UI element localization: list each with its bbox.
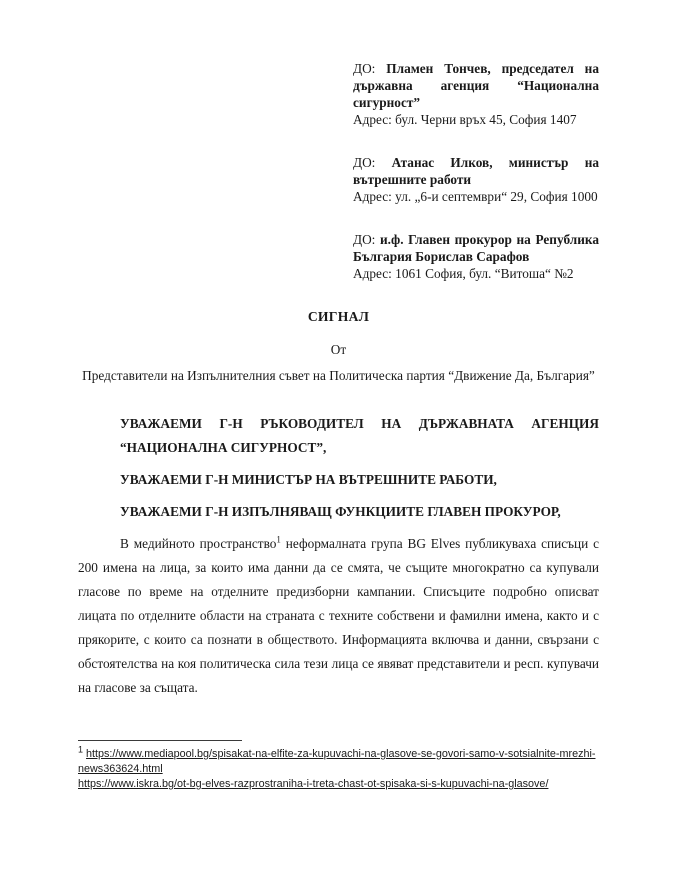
body-text-rest: неформалната група BG Elves публикуваха списъци с 200 имена на лица, за които има данни да се смята, че същите многократно са купували гласове по време на отделните предизборни кампании. Списъците подробно описват лицата по отделните области на страната с техните собствени и фамилни имена, както и с прякорите, с които са познати в обществото. Информацията включва и данни, свързани с обстоятелства на коя политическа сила тези лица се явяват представители и респ. купувачи на гласове за същата. xyxy=(78,536,599,695)
addressee-block-dans xyxy=(353,60,599,128)
footnote-entry xyxy=(78,777,599,792)
from-label: От xyxy=(330,342,347,357)
salutation-chief-prosecutor: УВАЖАЕМИ Г-Н ИЗПЪЛНЯВАЩ ФУНКЦИИТЕ ГЛАВЕН ПРОКУРОР, xyxy=(120,504,561,519)
footnote-link-iskra[interactable]: https://www.iskra.bg/ot-bg-elves-razprostraniha-i-treta-chast-ot-spisaka-si-s-kupuvachi-na-glasove/ xyxy=(78,778,549,790)
addressee-line xyxy=(353,60,599,111)
body-text-start: В медийното пространство xyxy=(120,536,277,551)
footnote-reference-marker: 1 xyxy=(276,534,281,545)
addressee-line xyxy=(353,231,599,265)
addressee-block-chief-prosecutor xyxy=(353,231,599,282)
footnote-entry xyxy=(78,744,599,777)
footnote-number: 1 xyxy=(78,744,84,755)
salutation-dans-head: УВАЖАЕМИ Г-Н РЪКОВОДИТЕЛ НА ДЪРЖАВНАТА АГЕНЦИЯ “НАЦИОНАЛНА СИГУРНОСТ”, xyxy=(120,416,599,455)
document-title: СИГНАЛ xyxy=(307,309,370,324)
addressee-name: Пламен Тончев, председател на държавна агенция “Национална сигурност” xyxy=(353,61,599,110)
body-paragraph xyxy=(78,532,599,700)
addressee-address: Адрес: 1061 София, бул. “Витоша“ №2 xyxy=(353,266,574,281)
to-label: ДО: xyxy=(353,232,376,247)
addressee-address: Адрес: ул. „6-и септември“ 29, София 1000 xyxy=(353,189,598,204)
to-label: ДО: xyxy=(353,155,376,170)
addressee-name: Атанас Илков, министър на вътрешните работи xyxy=(353,155,600,187)
footnote-link-mediapool[interactable]: https://www.mediapool.bg/spisakat-na-elfite-za-kupuvachi-na-glasove-se-govori-samo-v-sotsialnite-mrezhi-news363624.html xyxy=(78,748,596,775)
from-party-line: Представители на Изпълнителния съвет на Политическа партия “Движение Да, България” xyxy=(82,368,595,383)
to-label: ДО: xyxy=(353,61,376,76)
addressee-line xyxy=(353,154,599,188)
addressee-address: Адрес: бул. Черни връх 45, София 1407 xyxy=(353,112,577,127)
salutation-interior-minister: УВАЖАЕМИ Г-Н МИНИСТЪР НА ВЪТРЕШНИТЕ РАБОТИ, xyxy=(120,472,497,487)
addressee-block-interior-minister xyxy=(353,154,599,205)
addressee-column xyxy=(353,60,599,282)
footnote-area xyxy=(78,740,599,792)
addressee-name: и.ф. Главен прокурор на Република България Борислав Сарафов xyxy=(353,232,599,264)
salutations xyxy=(78,412,599,524)
footnote-separator-line xyxy=(78,740,242,741)
